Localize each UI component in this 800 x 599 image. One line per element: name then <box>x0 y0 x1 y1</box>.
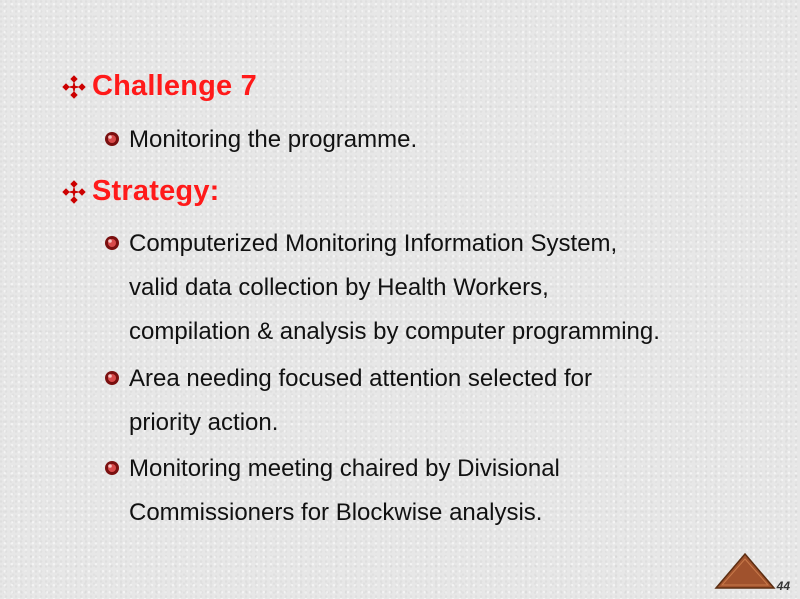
bullet-text: Computerized Monitoring Information System, valid data collection by Health Workers, compilation & analysis by computer programming. <box>129 230 660 345</box>
bullet-monitoring-meeting <box>104 447 744 535</box>
round-bullet-icon <box>104 370 120 386</box>
round-bullet-icon <box>104 235 120 251</box>
four-diamond-icon <box>62 75 86 99</box>
bullet-text: Monitoring meeting chaired by Divisional Commissioners for Blockwise analysis. <box>129 455 560 526</box>
heading-challenge <box>62 70 257 103</box>
bullet-focused-attention <box>104 357 744 445</box>
round-bullet-icon <box>104 460 120 476</box>
heading-strategy <box>62 175 220 208</box>
heading-strategy-text: Strategy: <box>92 175 220 207</box>
bullet-computerized-system <box>104 222 744 354</box>
heading-challenge-text: Challenge 7 <box>92 70 257 102</box>
four-diamond-icon <box>62 180 86 204</box>
page-number: 44 <box>776 579 790 593</box>
bullet-text: Monitoring the programme. <box>129 126 418 153</box>
bullet-text: Area needing focused attention selected for priority action. <box>129 365 592 436</box>
round-bullet-icon <box>104 131 120 147</box>
triangle-arrow-icon[interactable] <box>714 552 776 590</box>
bullet-monitoring <box>104 118 744 162</box>
